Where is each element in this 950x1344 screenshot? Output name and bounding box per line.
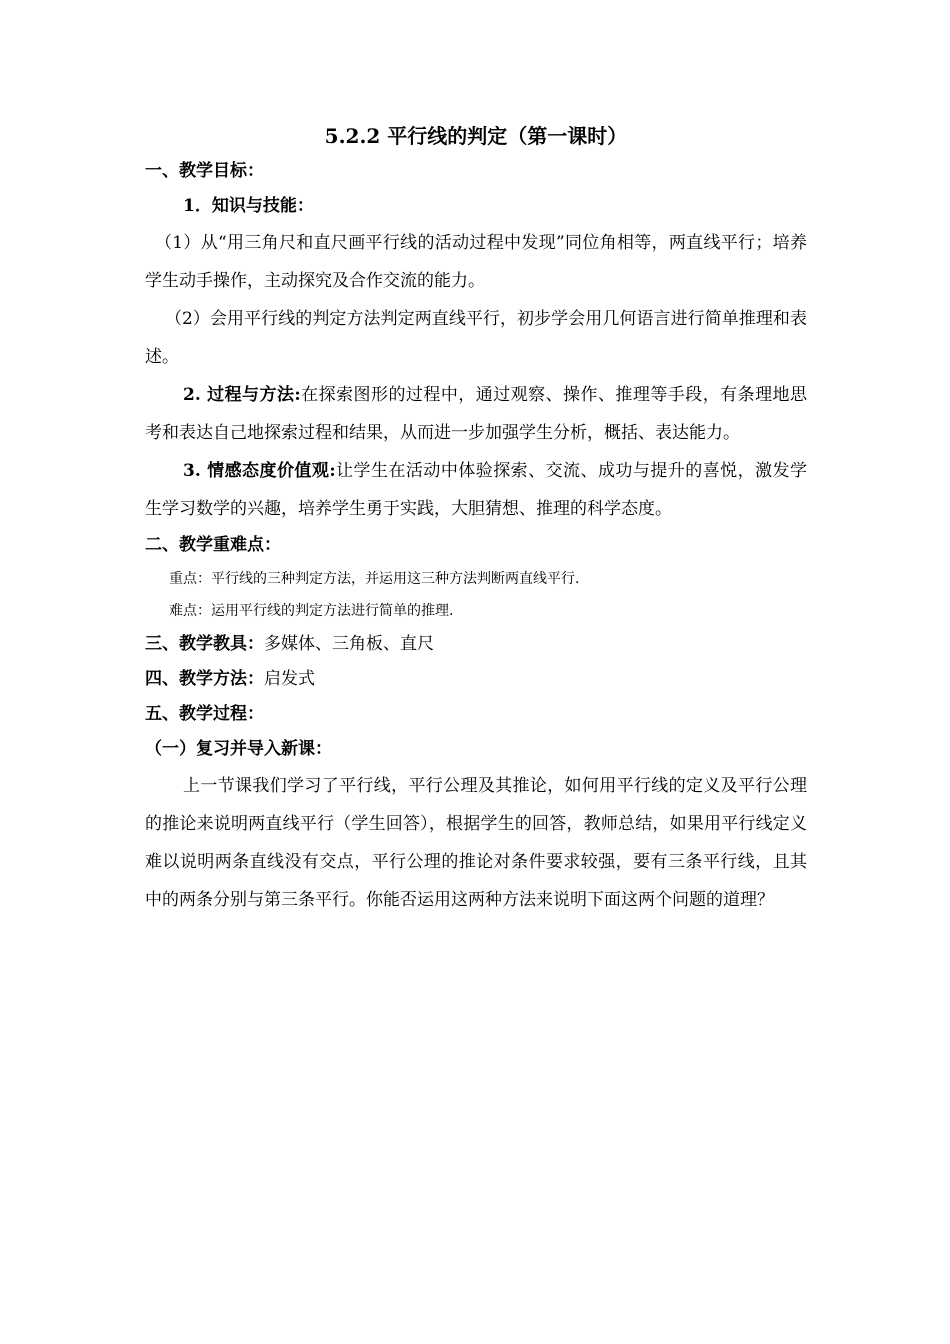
difficult-point-text: 难点：运用平行线的判定方法进行简单的推理. [169, 603, 454, 619]
teaching-method-label: 四、教学方法： [145, 669, 264, 689]
emotion-values-text: 让学生在活动中体验探索、交流、成功与提升的喜悦，激发学生学习数学的兴趣，培养学生勇于实践，大胆猜想、推理的科学态度。 [145, 461, 807, 519]
section-heading-objectives: 一、教学目标： [145, 161, 264, 181]
paragraph-knowledge-1: （1）从“用三角尺和直尺画平行线的活动过程中发现”同位角相等，两直线平行；培养学生动手操作，主动探究及合作交流的能力。 [145, 233, 807, 291]
emotion-values-label: 3. 情感态度价值观: [183, 461, 336, 481]
paragraph-emotion-values [145, 452, 807, 528]
process-methods-text: 在探索图形的过程中，通过观察、操作、推理等手段，有条理地思考和表达自己地探索过程和结果，从而进一步加强学生分析，概括、表达能力。 [145, 385, 807, 443]
paragraph-knowledge-2: （2）会用平行线的判定方法判定两直线平行，初步学会用几何语言进行简单推理和表述。 [145, 309, 807, 367]
teaching-method-value: 启发式 [264, 669, 315, 689]
process-methods-label: 2. 过程与方法: [183, 385, 301, 405]
subheading-review-intro: （一）复习并导入新课： [145, 739, 332, 759]
section-heading-process: 五、教学过程： [145, 704, 264, 724]
section-heading-key-points: 二、教学重难点： [145, 535, 281, 555]
teaching-aids-value: 多媒体、三角板、直尺 [264, 634, 434, 654]
section-teaching-aids [145, 627, 807, 662]
document-title: 5.2.2 平行线的判定（第一课时） [324, 124, 628, 148]
paragraph-review-intro: 上一节课我们学习了平行线，平行公理及其推论，如何用平行线的定义及平行公理的推论来说明两直线平行（学生回答），根据学生的回答，教师总结，如果用平行线定义难以说明两条直线没有交点，平行公理的推论对条件要求较强，要有三条平行线，且其中的两条分别与第三条平行。你能否运用这两种方法来说明下面这两个问题的道理？ [145, 776, 807, 910]
subheading-knowledge-skills: 1．知识与技能： [183, 196, 314, 216]
paragraph-process-methods [145, 376, 807, 452]
teaching-aids-label: 三、教学教具： [145, 634, 264, 654]
section-teaching-method [145, 662, 807, 697]
key-point-text: 重点：平行线的三种判定方法，并运用这三种方法判断两直线平行. [169, 571, 580, 587]
document-page [145, 118, 807, 919]
